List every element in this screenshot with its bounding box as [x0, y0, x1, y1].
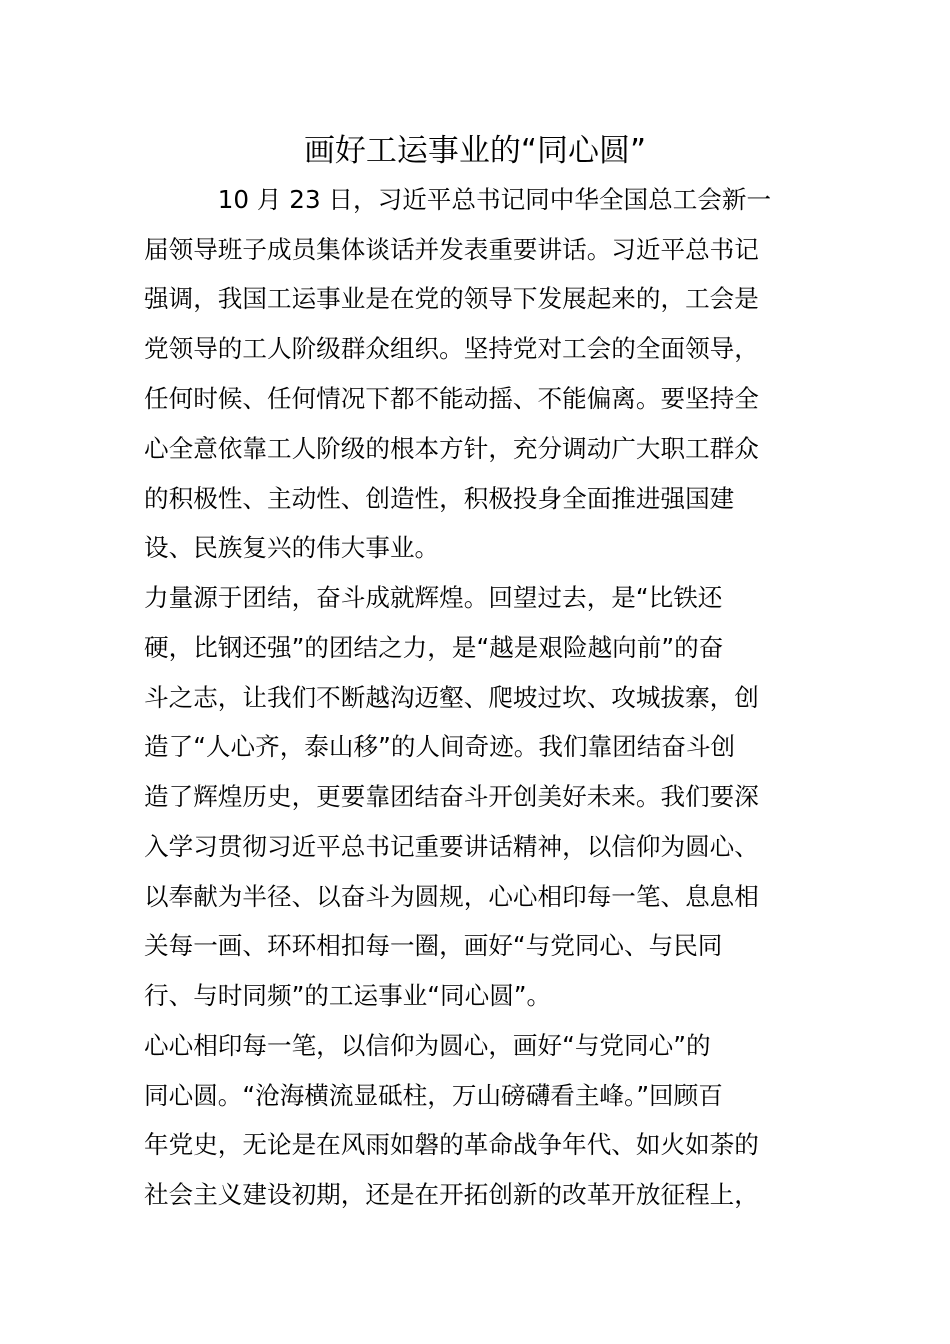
- text-line: 力量源于团结，奋斗成就辉煌。回望过去，是“比铁还: [144, 583, 723, 612]
- text-line: 以奉献为半径、以奋斗为圆规，心心相印每一笔、息息相: [144, 882, 759, 911]
- text-line: 斗之志，让我们不断越沟迈壑、爬坡过坎、攻城拔寨，创: [144, 683, 759, 712]
- text-line: 强调，我国工运事业是在党的领导下发展起来的，工会是: [144, 284, 759, 313]
- text-line: 同心圆。“沧海横流显砥柱，万山磅礴看主峰。”回顾百: [144, 1081, 723, 1110]
- text-line: 造了辉煌历史，更要靠团结奋斗开创美好未来。我们要深: [144, 782, 759, 811]
- text-line: 党领导的工人阶级群众组织。坚持党对工会的全面领导，: [144, 334, 759, 363]
- text-line: 设、民族复兴的伟大事业。: [144, 533, 440, 562]
- text-line: 的积极性、主动性、创造性，积极投身全面推进强国建: [144, 484, 735, 513]
- text-line: 年党史，无论是在风雨如磐的革命战争年代、如火如荼的: [144, 1130, 759, 1159]
- text-line: 社会主义建设初期，还是在开拓创新的改革开放征程上，: [144, 1180, 759, 1209]
- text-line: 届领导班子成员集体谈话并发表重要讲话。习近平总书记: [144, 235, 759, 264]
- text-line: 心全意依靠工人阶级的根本方针，充分调动广大职工群众: [144, 434, 759, 463]
- text-line: 造了“人心齐，泰山移”的人间奇迹。我们靠团结奋斗创: [144, 732, 736, 761]
- text-line: 入学习贯彻习近平总书记重要讲话精神，以信仰为圆心、: [144, 832, 759, 861]
- document-title: 画好工运事业的“同心圆”: [303, 133, 647, 169]
- text-line: 心心相印每一笔，以信仰为圆心，画好“与党同心”的: [144, 1031, 711, 1060]
- text-line: 行、与时同频”的工运事业“同心圆”。: [144, 981, 552, 1010]
- text-line: 任何时候、任何情况下都不能动摇、不能偏离。要坚持全: [144, 384, 759, 413]
- text-line: 关每一画、环环相扣每一圈，画好“与党同心、与民同: [144, 931, 723, 960]
- text-line: 10 月 23 日，习近平总书记同中华全国总工会新一: [144, 185, 772, 214]
- text-line: 硬，比钢还强”的团结之力，是“越是艰险越向前”的奋: [144, 633, 724, 662]
